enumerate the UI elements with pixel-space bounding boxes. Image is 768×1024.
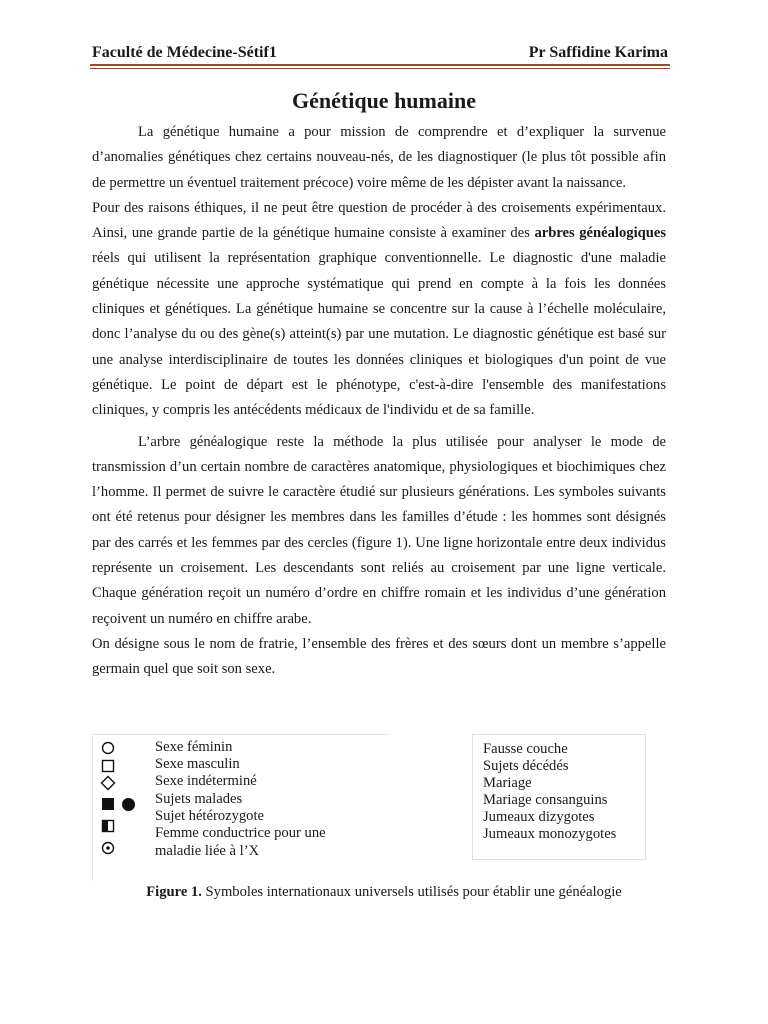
legend-label-male: Sexe masculin: [155, 756, 240, 772]
figure-caption-label: Figure 1.: [146, 884, 202, 900]
figure-caption: [0, 884, 768, 901]
legend-label-consanguineous: Mariage consanguins: [483, 792, 608, 808]
paragraph-ethics-bold: arbres généalogiques: [534, 225, 667, 242]
header-faculty: Faculté de Médecine-Sétif1: [92, 44, 277, 61]
square-icon: [101, 759, 115, 773]
header-rule-thin: [90, 68, 670, 69]
page-header: [92, 44, 668, 64]
dotted-circle-icon: [101, 841, 115, 855]
paragraph-ethics: [92, 196, 666, 424]
paragraph-ethics-part2: réels qui utilisent la représentation graphique conventionnelle. Le diagnostic d'une maladie génétique nécessite une approche systématique qui prend en compte à la fois les données cliniques et génétiques. La génétique humaine se concentre sur la cause à l’échelle moléculaire, donc l’analyse du ou des gène(s) atteint(s) par une mutation. Le diagnostic génétique est basé sur une analyse interdisciplinaire de toutes les données cliniques et biologiques d'un point de vue génétique. Le point de départ est le phénotype, c'est-à-dire l'ensemble des manifestations cliniques, y compris les antécédents médicaux de l'individu et de sa famille.: [92, 250, 666, 419]
paragraph-intro: La génétique humaine a pour mission de comprendre et d’expliquer la survenue d’anomalies génétiques chez certains nouveau-nés, de les diagnostiquer (le plus tôt possible afin de permettre un éventuel traitement précoce) voire même de les dépister avant la naissance.: [92, 124, 666, 191]
filled-circle-icon: [121, 797, 136, 812]
legend-label-carrier-2: maladie liée à l’X: [155, 843, 260, 859]
symbols-legend-right: [472, 734, 646, 860]
legend-label-deceased: Sujets décédés: [483, 758, 569, 774]
legend-label-carrier-1: Femme conductrice pour une: [155, 825, 326, 841]
symbols-legend-left: [92, 734, 389, 881]
paragraph-ethics-part1: Pour des raisons éthiques, il ne peut être question de procéder à des croisements expérimentaux. Ainsi, une grande partie de la génétique humaine consiste à examiner des: [92, 199, 666, 242]
figure-caption-text: Symboles internationaux universels utilisés pour établir une généalogie: [201, 884, 622, 900]
page-title: Génétique humaine: [292, 88, 476, 113]
circle-icon: [101, 741, 115, 755]
document-body: [92, 120, 666, 683]
paragraph-pedigree: L’arbre généalogique reste la méthode la plus utilisée pour analyser le mode de transmission d’un certain nombre de caractères anatomique, physiologiques et biochimiques chez l’homme. Il permet de suivre le caractère étudié sur plusieurs générations. Les symboles suivants ont été retenus pour désigner les membres dans les familles d’étude : les hommes sont désignés par des carrés et les femmes par des cercles (figure 1). Une ligne horizontale entre deux individus représente un croisement. Les descendants sont reliés au croisement par une ligne verticale. Chaque génération reçoit un numéro d’ordre en chiffre romain et les individus d’une génération reçoivent un numéro en chiffre arabe.: [92, 433, 666, 627]
legend-label-marriage: Mariage: [483, 775, 532, 791]
legend-label-dizygotic: Jumeaux dizygotes: [483, 809, 595, 825]
paragraph-siblings: On désigne sous le nom de fratrie, l’ensemble des frères et des sœurs dont un membre s’appelle germain quel que soit son sexe.: [92, 635, 666, 678]
legend-label-female: Sexe féminin: [155, 739, 233, 755]
legend-label-miscarriage: Fausse couche: [483, 741, 568, 757]
legend-label-monozygotic: Jumeaux monozygotes: [483, 826, 617, 842]
legend-label-heterozygous: Sujet hétérozygote: [155, 808, 265, 824]
filled-square-icon: [101, 797, 115, 811]
diamond-icon: [100, 775, 116, 791]
header-rule-thick: [90, 64, 670, 66]
half-filled-square-icon: [101, 819, 115, 833]
legend-label-affected: Sujets malades: [155, 791, 243, 807]
header-author: Pr Saffidine Karima: [528, 44, 668, 61]
legend-label-undetermined: Sexe indéterminé: [155, 773, 257, 789]
